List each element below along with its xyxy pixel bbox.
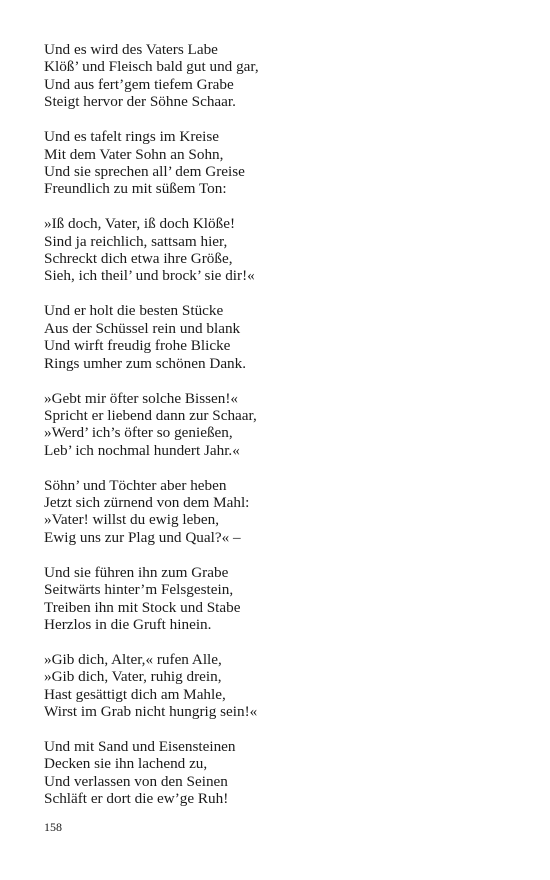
verse-line: Söhn’ und Töchter aber heben bbox=[44, 476, 227, 494]
verse-line: Decken sie ihn lachend zu, bbox=[44, 755, 208, 773]
verse-line: Wirst im Grab nicht hungrig sein!« bbox=[44, 703, 258, 721]
verse-line: Jetzt sich zürnend von dem Mahl: bbox=[44, 494, 250, 512]
verse-line: Mit dem Vater Sohn an Sohn, bbox=[44, 145, 224, 163]
stanza-8 bbox=[44, 651, 514, 721]
verse-line: »Werd’ ich’s öfter so genießen, bbox=[44, 424, 233, 442]
verse-line: Spricht er liebend dann zur Schaar, bbox=[44, 406, 257, 424]
verse-line: Aus der Schüssel rein und blank bbox=[44, 319, 241, 337]
verse-line: Seitwärts hinter’m Felsgestein, bbox=[44, 581, 234, 599]
verse-line: Und wirft freudig frohe Blicke bbox=[44, 337, 231, 355]
verse-line: »Iß doch, Vater, iß doch Klöße! bbox=[44, 215, 236, 233]
verse-line: Und mit Sand und Eisensteinen bbox=[44, 738, 236, 755]
verse-line: Und er holt die besten Stücke bbox=[44, 302, 224, 320]
verse-line: »Gib dich, Vater, ruhig drein, bbox=[44, 668, 222, 686]
verse-line: Und aus fert’gem tiefem Grabe bbox=[44, 75, 234, 93]
page-number: 158 bbox=[44, 820, 62, 834]
stanza-5 bbox=[44, 390, 514, 460]
verse-line: »Gib dich, Alter,« rufen Alle, bbox=[44, 650, 222, 668]
stanza-3 bbox=[44, 215, 514, 285]
stanza-1 bbox=[44, 41, 514, 111]
verse-line: Rings umher zum schönen Dank. bbox=[44, 354, 247, 372]
stanza-2 bbox=[44, 128, 514, 198]
verse-line: »Gebt mir öfter solche Bissen!« bbox=[44, 389, 239, 407]
stanza-7 bbox=[44, 564, 514, 634]
verse-line: Ewig uns zur Plag und Qual?« – bbox=[44, 528, 241, 546]
verse-line: Schläft er dort die ew’ge Ruh! bbox=[44, 790, 229, 808]
poem-body bbox=[44, 41, 514, 825]
stanza-6 bbox=[44, 477, 514, 547]
verse-line: Und sie führen ihn zum Grabe bbox=[44, 563, 229, 581]
verse-line: Treiben ihn mit Stock und Stabe bbox=[44, 598, 241, 616]
verse-line: Und es wird des Vaters Labe bbox=[44, 41, 218, 58]
verse-line: Schreckt dich etwa ihre Größe, bbox=[44, 250, 233, 268]
verse-line: Und sie sprechen all’ dem Greise bbox=[44, 162, 245, 180]
verse-line: Und es tafelt rings im Kreise bbox=[44, 128, 220, 146]
verse-line: Leb’ ich nochmal hundert Jahr.« bbox=[44, 441, 240, 459]
verse-line: Hast gesättigt dich am Mahle, bbox=[44, 685, 226, 703]
verse-line: Steigt hervor der Söhne Schaar. bbox=[44, 93, 236, 111]
verse-line: Sieh, ich theil’ und brock’ sie dir!« bbox=[44, 267, 255, 285]
verse-line: Freundlich zu mit süßem Ton: bbox=[44, 180, 227, 198]
verse-line: Klöß’ und Fleisch bald gut und gar, bbox=[44, 58, 259, 76]
verse-line: Herzlos in die Gruft hinein. bbox=[44, 615, 212, 633]
verse-line: Sind ja reichlich, sattsam hier, bbox=[44, 232, 228, 250]
verse-line: Und verlassen von den Seinen bbox=[44, 772, 228, 790]
stanza-4 bbox=[44, 302, 514, 372]
stanza-9 bbox=[44, 738, 514, 808]
verse-line: »Vater! willst du ewig leben, bbox=[44, 511, 220, 529]
